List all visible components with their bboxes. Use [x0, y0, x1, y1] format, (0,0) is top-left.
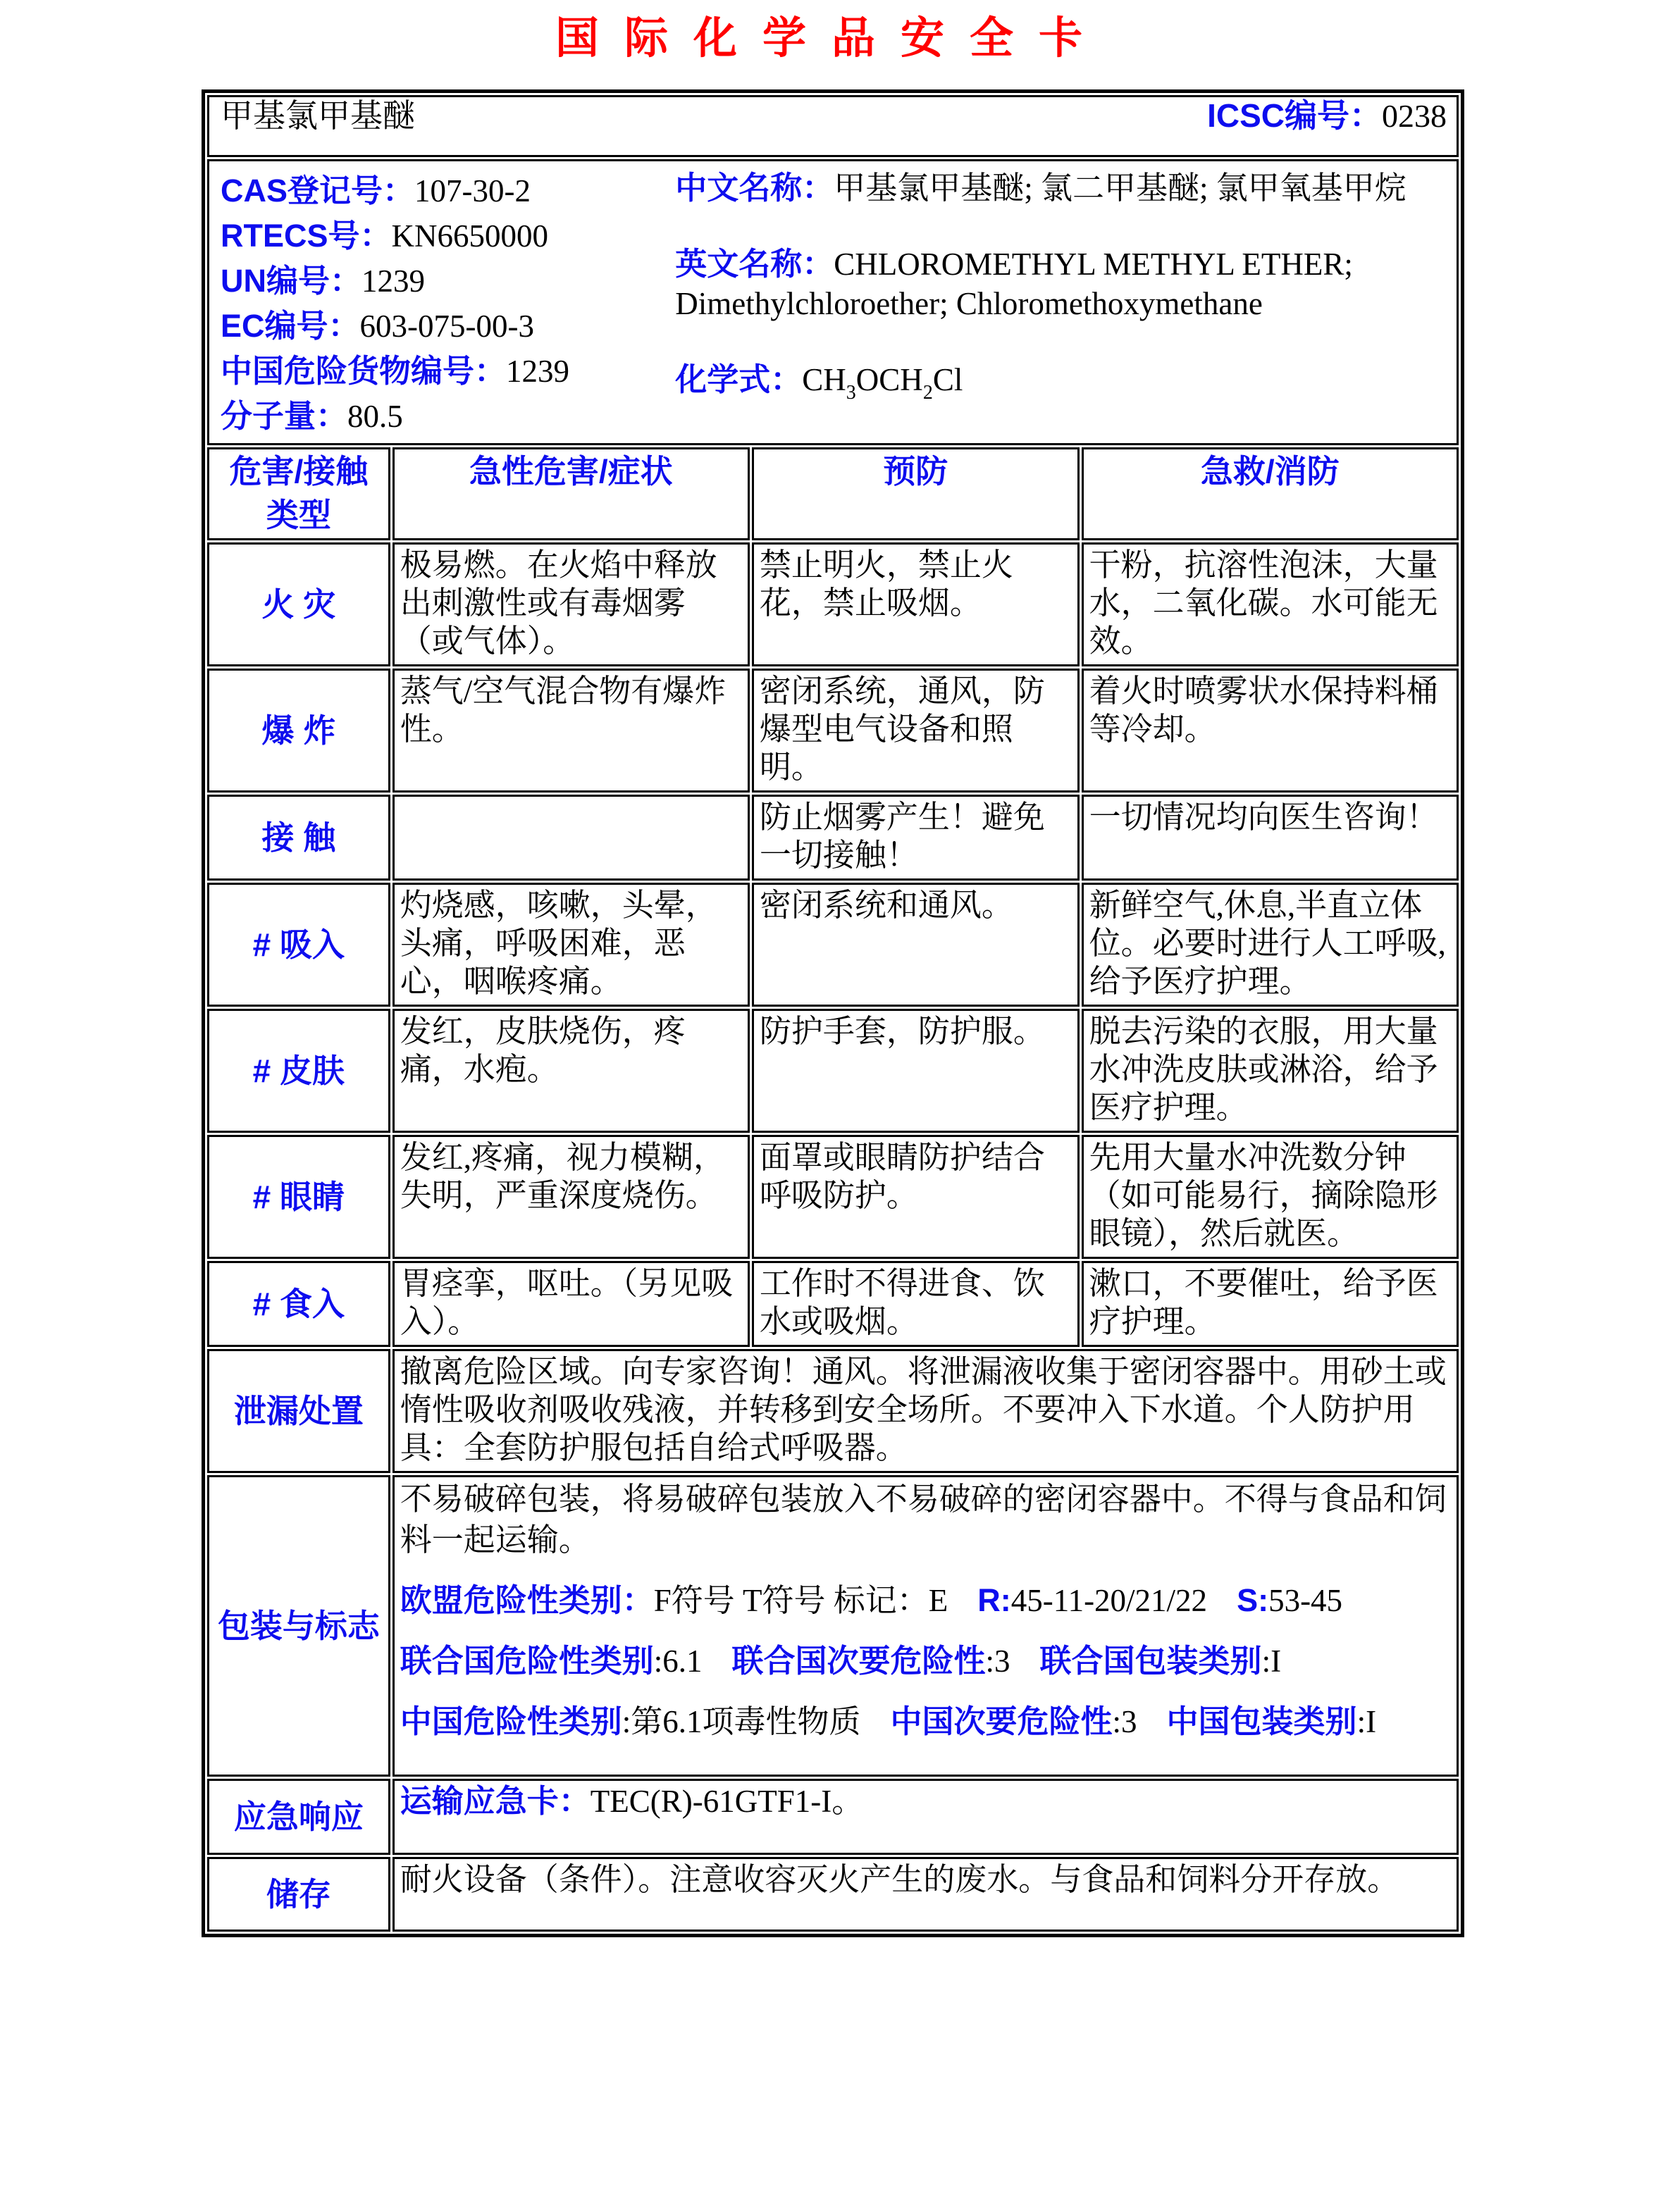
section-label-emergency: 应急响应 [207, 1779, 390, 1855]
hazard-type-fire: 火 灾 [207, 542, 390, 666]
name-row [207, 95, 1459, 157]
eyes-symptoms: 发红,疼痛，视力模糊，失明，严重深度烧伤。 [392, 1135, 750, 1259]
column-header-prevention: 预防 [752, 447, 1080, 540]
cas-number: CAS登记号：107-30-2 [221, 173, 531, 209]
rtecs-number: RTECS号：KN6650000 [221, 218, 549, 254]
inhalation-response: 新鲜空气,休息,半直立体位。必要时进行人工呼吸,给予医疗护理。 [1082, 883, 1459, 1007]
explosion-prevention: 密闭系统，通风，防爆型电气设备和照明。 [752, 669, 1080, 793]
section-label-packaging: 包装与标志 [207, 1475, 390, 1777]
un-number: UN编号：1239 [221, 263, 425, 299]
column-header-symptoms: 急性危害/症状 [392, 447, 750, 540]
row-storage [207, 1857, 1459, 1932]
explosion-response: 着火时喷雾状水保持料桶等冷却。 [1082, 669, 1459, 793]
explosion-symptoms: 蒸气/空气混合物有爆炸性。 [392, 669, 750, 793]
packaging-content [392, 1475, 1459, 1777]
column-header-hazard-type: 危害/接触 类型 [207, 447, 390, 540]
storage-text: 耐火设备（条件）。注意收容灭火产生的废水。与食品和饲料分开存放。 [392, 1857, 1459, 1932]
contact-prevention: 防止烟雾产生！避免一切接触！ [752, 795, 1080, 881]
ingestion-prevention: 工作时不得进食、饮水或吸烟。 [752, 1261, 1080, 1347]
icsc-number [1207, 97, 1447, 135]
transport-card-label: 运输应急卡： [400, 1783, 591, 1819]
cn-classification: 中国危险性类别:第6.1项毒性物质 中国次要危险性:3 中国包装类别:I [400, 1703, 1377, 1739]
china-dg-number: 中国危险货物编号：1239 [221, 353, 570, 389]
column-header-response: 急救/消防 [1082, 447, 1459, 540]
icsc-number-value: 0238 [1382, 98, 1447, 134]
icsc-table [202, 89, 1464, 1937]
emergency-content [392, 1779, 1459, 1855]
hazard-type-eyes: # 眼睛 [207, 1135, 390, 1259]
spill-text: 撤离危险区域。向专家咨询！通风。将泄漏液收集于密闭容器中。用砂土或惰性吸收剂吸收残液，并转移到安全场所。不要冲入下水道。个人防护用具：全套防护服包括自给式呼吸器。 [392, 1349, 1459, 1473]
ingestion-response: 漱口，不要催吐，给予医疗护理。 [1082, 1261, 1459, 1347]
row-eyes [207, 1135, 1459, 1259]
row-packaging-labelling [207, 1475, 1459, 1777]
row-ingestion [207, 1261, 1459, 1347]
skin-symptoms: 发红，皮肤烧伤，疼痛，水疱。 [392, 1009, 750, 1133]
row-fire [207, 542, 1459, 666]
hazard-type-contact: 接 触 [207, 795, 390, 881]
eyes-prevention: 面罩或眼睛防护结合呼吸防护。 [752, 1135, 1080, 1259]
icsc-number-label: ICSC编号： [1207, 97, 1382, 134]
section-label-storage: 储存 [207, 1857, 390, 1932]
hazard-type-inhalation: # 吸入 [207, 883, 390, 1007]
page-title: 国际化学品安全卡 [555, 15, 1108, 63]
row-skin [207, 1009, 1459, 1133]
name-list [675, 168, 1449, 439]
ingestion-symptoms: 胃痉挛，呕吐。（另见吸入）。 [392, 1261, 750, 1347]
eu-classification: 欧盟危险性类别：F符号 T符号 标记：E R:45-11-20/21/22 S:53-45 [400, 1582, 1343, 1618]
inhalation-prevention: 密闭系统和通风。 [752, 883, 1080, 1007]
inhalation-symptoms: 灼烧感，咳嗽，头晕，头痛，呼吸困难，恶心，咽喉疼痛。 [392, 883, 750, 1007]
row-explosion [207, 669, 1459, 793]
row-inhalation [207, 883, 1459, 1007]
eyes-response: 先用大量水冲洗数分钟（如可能易行，摘除隐形眼镜），然后就医。 [1082, 1135, 1459, 1259]
hazard-type-ingestion: # 食入 [207, 1261, 390, 1347]
contact-response: 一切情况均向医生咨询！ [1082, 795, 1459, 881]
fire-prevention: 禁止明火，禁止火花，禁止吸烟。 [752, 542, 1080, 666]
info-row [207, 159, 1459, 445]
fire-response: 干粉，抗溶性泡沫，大量水，二氧化碳。水可能无效。 [1082, 542, 1459, 666]
skin-prevention: 防护手套，防护服。 [752, 1009, 1080, 1133]
contact-symptoms [392, 795, 750, 881]
fire-symptoms: 极易燃。在火焰中释放出刺激性或有毒烟雾（或气体）。 [392, 542, 750, 666]
english-name-line: 英文名称：CHLOROMETHYL METHYL ETHER; Dimethylchloroether; Chloromethoxymethane [675, 246, 1353, 321]
un-classification: 联合国危险性类别:6.1 联合国次要危险性:3 联合国包装类别:I [400, 1643, 1282, 1679]
chemical-formula: $CH_3OCH_2Cl$ [802, 362, 963, 404]
packaging-transport-note: 不易破碎包装，将易破碎包装放入不易破碎的密闭容器中。不得与食品和饲料一起运输。 [400, 1481, 1447, 1558]
hazard-type-explosion: 爆 炸 [207, 669, 390, 793]
molecular-weight: 分子量：80.5 [221, 398, 403, 434]
chemical-name: 甲基氯甲基醚 [221, 97, 415, 134]
section-label-spill: 泄漏处置 [207, 1349, 390, 1473]
hazard-type-skin: # 皮肤 [207, 1009, 390, 1133]
identifier-list [221, 168, 675, 439]
skin-response: 脱去污染的衣服，用大量水冲洗皮肤或淋浴，给予医疗护理。 [1082, 1009, 1459, 1133]
row-contact [207, 795, 1459, 881]
row-emergency-response [207, 1779, 1459, 1855]
row-spill-disposal [207, 1349, 1459, 1473]
formula-line: 化学式：$CH_3OCH_2Cl$ [675, 361, 963, 404]
hazard-table-header [207, 447, 1459, 540]
ec-number: EC编号：603-075-00-3 [221, 308, 534, 344]
transport-card-value: TEC(R)-61GTF1-I。 [590, 1784, 864, 1819]
chinese-name-line: 中文名称：甲基氯甲基醚; 氯二甲基醚; 氯甲氧基甲烷 [675, 170, 1407, 206]
